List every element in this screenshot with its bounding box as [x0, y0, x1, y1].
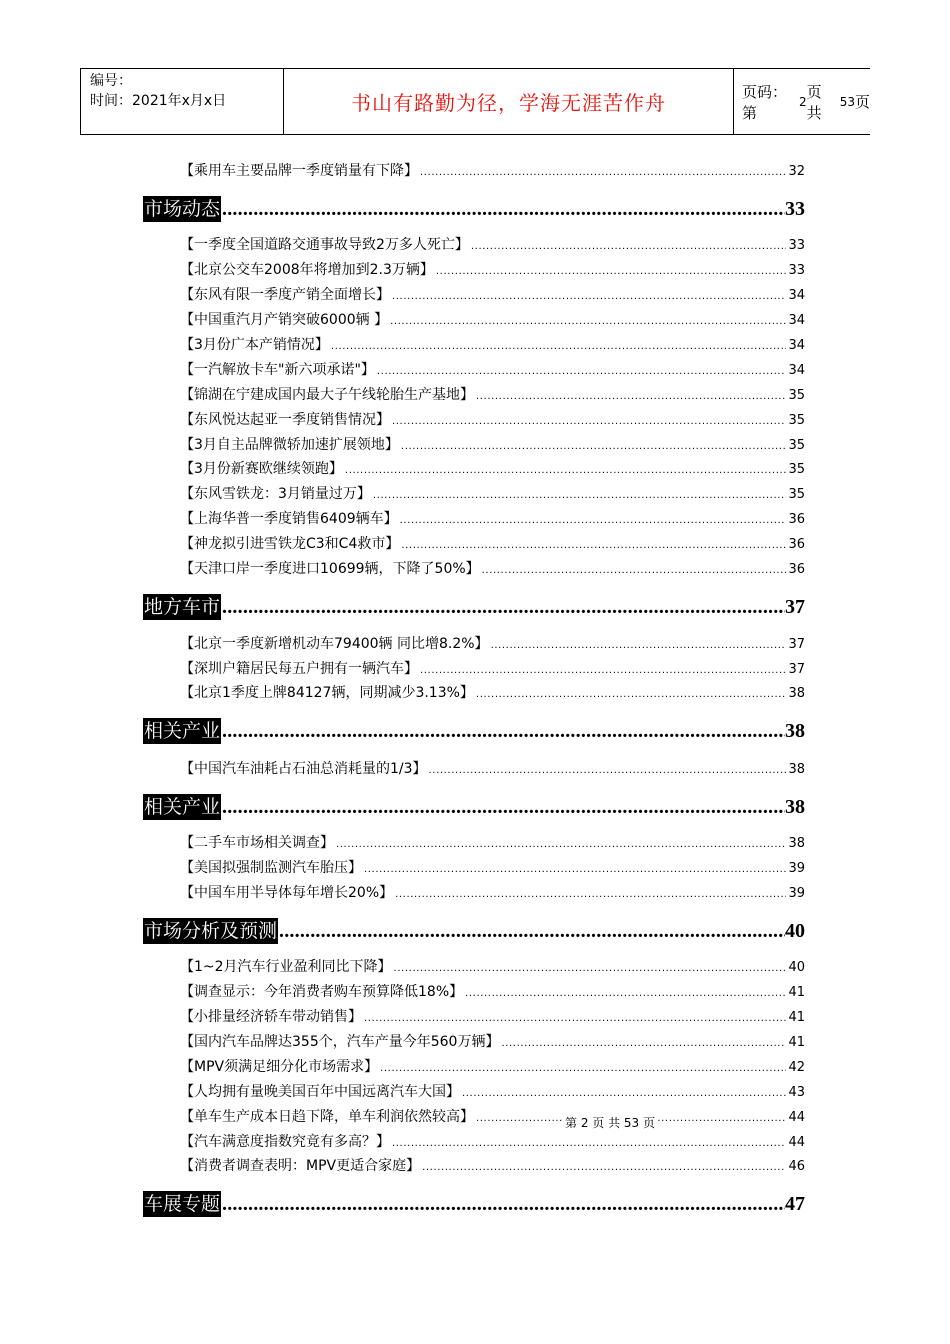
toc-leader-dots	[422, 1162, 786, 1173]
toc-entry-title: 【调查显示：今年消费者购车预算降低18%】	[180, 984, 464, 1000]
toc-leader-dots	[331, 341, 787, 352]
toc-entry-title: 【神龙拟引进雪铁龙C3和C4救市】	[180, 536, 400, 552]
toc-entry-row[interactable]	[180, 160, 805, 180]
toc-leader-dots	[465, 988, 786, 999]
toc-entry-title: 【中国车用半导体每年增长20%】	[180, 885, 394, 901]
toc-leader-dots	[401, 540, 786, 551]
toc-entry-title: 【二手车市场相关调查】	[180, 835, 334, 851]
toc-page-number: 42	[788, 1060, 805, 1075]
toc-section-title: 地方车市	[144, 596, 221, 618]
toc-entry-row[interactable]	[180, 1106, 805, 1126]
toc-entry-row[interactable]	[180, 234, 805, 254]
toc-leader-dots	[222, 720, 785, 743]
number-label: 编号：	[90, 73, 132, 89]
toc-entry-row[interactable]	[180, 633, 805, 653]
toc-entry-title: 【3月份新赛欧继续领跑】	[180, 461, 343, 477]
toc-leader-dots	[336, 839, 786, 850]
toc-page-number: 40	[788, 960, 805, 975]
toc-entry-row[interactable]	[180, 1056, 805, 1076]
toc-leader-dots	[392, 416, 786, 427]
toc-entry-title: 【中国重汽月产销突破6000辆 】	[180, 312, 389, 328]
toc-leader-dots	[392, 1138, 786, 1149]
page-mid: 页 共	[806, 82, 822, 122]
toc-leader-dots	[380, 1063, 786, 1074]
toc-entry-title: 【上海华普一季度销售6409辆车】	[180, 511, 398, 527]
toc-leader-dots	[491, 640, 787, 651]
toc-page-number: 41	[788, 985, 805, 1000]
toc-leader-dots	[501, 1038, 786, 1049]
toc-entry-title: 【北京1季度上牌84127辆，同期减少3.13%】	[180, 685, 474, 701]
toc-entry-title: 【东风有限一季度产销全面增长】	[180, 287, 390, 303]
motto-text: 书山有路勤为径，学海无涯苦作舟	[351, 91, 666, 115]
toc-entry-row[interactable]	[180, 758, 805, 778]
toc-page-number: 40	[785, 920, 805, 942]
toc-leader-dots	[471, 241, 787, 252]
toc-entry-row[interactable]	[180, 409, 805, 429]
toc-entry-title: 【汽车满意度指数究竟有多高？】	[180, 1134, 390, 1150]
toc-section-title: 车展专题	[144, 1193, 221, 1215]
page-prefix: 页码：第	[742, 82, 788, 122]
toc-leader-dots	[482, 565, 787, 576]
toc-entry-row[interactable]	[180, 434, 805, 454]
toc-leader-dots	[401, 441, 787, 452]
toc-leader-dots	[392, 291, 786, 302]
toc-entry-row[interactable]	[180, 658, 805, 678]
toc-entry-title: 【东风雪铁龙：3月销量过万】	[180, 486, 371, 502]
toc-page-number: 41	[788, 1035, 805, 1050]
toc-entry-row[interactable]	[180, 483, 805, 503]
toc-entry-row[interactable]	[180, 359, 805, 379]
toc-page-number: 41	[788, 1010, 805, 1025]
toc-leader-dots	[420, 665, 786, 676]
toc-entry-title: 【中国汽车油耗占石油总消耗量的1/3】	[180, 761, 427, 777]
toc-entry-row[interactable]	[180, 1006, 805, 1026]
toc-entry-row[interactable]	[180, 558, 805, 578]
toc-page-number: 35	[788, 438, 805, 453]
toc-page-number: 36	[788, 537, 805, 552]
toc-entry-row[interactable]	[180, 1081, 805, 1101]
page-header	[80, 68, 870, 135]
toc-section-row[interactable]	[143, 794, 805, 822]
toc-page-number: 46	[788, 1159, 805, 1174]
toc-entry-title: 【3月份广本产销情况】	[180, 337, 329, 353]
toc-page-number: 35	[788, 388, 805, 403]
toc-entry-row[interactable]	[180, 882, 805, 902]
toc-leader-dots	[390, 316, 786, 327]
toc-section-title: 相关产业	[144, 720, 221, 742]
toc-leader-dots	[364, 1013, 786, 1024]
toc-section-title: 相关产业	[144, 796, 221, 818]
toc-page-number: 36	[788, 562, 805, 577]
toc-entry-row[interactable]	[180, 1131, 805, 1151]
toc-entry-title: 【一季度全国道路交通事故导致2万多人死亡】	[180, 237, 469, 253]
toc-entry-title: 【北京一季度新增机动车79400辆 同比增8.2%】	[180, 636, 489, 652]
toc-page-number: 32	[788, 164, 805, 179]
toc-page-number: 38	[785, 796, 805, 818]
toc-entry-title: 【3月自主品牌微轿加速扩展领地】	[180, 437, 399, 453]
toc-entry-row[interactable]	[180, 309, 805, 329]
toc-entry-title: 【北京公交车2008年将增加到2.3万辆】	[180, 262, 434, 278]
toc-entry-row[interactable]	[180, 682, 805, 702]
toc-leader-dots	[222, 796, 785, 819]
toc-leader-dots	[364, 864, 786, 875]
toc-leader-dots	[420, 167, 786, 178]
toc-entry-row[interactable]	[180, 334, 805, 354]
toc-page-number: 35	[788, 462, 805, 477]
time-label: 时间：2021年x月x日	[90, 93, 227, 109]
toc-entry-title: 【一汽解放卡车"新六项承诺"】	[180, 362, 375, 378]
toc-page-number: 34	[788, 338, 805, 353]
toc-section-row[interactable]	[143, 918, 805, 946]
toc-entry-title: 【小排量经济轿车带动销售】	[180, 1009, 362, 1025]
toc-section-title: 市场动态	[144, 198, 221, 220]
toc-page-number: 39	[788, 861, 805, 876]
toc-entry-row[interactable]	[180, 508, 805, 528]
toc-leader-dots	[345, 465, 787, 476]
toc-entry-title: 【美国拟强制监测汽车胎压】	[180, 860, 362, 876]
toc-leader-dots	[476, 391, 786, 402]
toc-entry-row[interactable]	[180, 956, 805, 976]
toc-entry-title: 【深圳户籍居民每五户拥有一辆汽车】	[180, 661, 418, 677]
toc-entry-row[interactable]	[180, 857, 805, 877]
toc-page-number: 33	[785, 198, 805, 220]
toc-section-row[interactable]	[143, 1191, 805, 1219]
toc-leader-dots	[279, 920, 785, 943]
page-footer-mark: 第 2 页 共 53 页	[565, 1116, 655, 1130]
toc-entry-title: 【东风悦达起亚一季度销售情况】	[180, 412, 390, 428]
toc-leader-dots	[462, 1088, 786, 1099]
toc-entry-title: 【MPV须满足细分化市场需求】	[180, 1059, 379, 1075]
toc-page-number: 38	[785, 720, 805, 742]
page-suffix: 页	[854, 93, 870, 111]
toc-page-number: 44	[788, 1110, 805, 1125]
toc-entry-title: 【天津口岸一季度进口10699辆，下降了50%】	[180, 561, 480, 577]
toc-page-number: 38	[788, 686, 805, 701]
motto-cell	[283, 68, 734, 135]
toc-page-number: 36	[788, 512, 805, 527]
toc-entry-row[interactable]	[180, 259, 805, 279]
toc-entry-row[interactable]	[180, 981, 805, 1001]
toc-entry-row[interactable]	[180, 384, 805, 404]
toc-page-number: 43	[788, 1085, 805, 1100]
toc-leader-dots	[429, 765, 787, 776]
toc-leader-dots	[395, 889, 786, 900]
toc-leader-dots	[377, 366, 787, 377]
toc-page-number: 38	[788, 836, 805, 851]
toc-entry-title: 【锦湖在宁建成国内最大子午线轮胎生产基地】	[180, 387, 474, 403]
page-info-cell	[734, 68, 870, 135]
toc-page-number: 33	[788, 263, 805, 278]
toc-leader-dots	[373, 490, 787, 501]
toc-leader-dots	[476, 689, 787, 700]
toc-leader-dots	[400, 515, 787, 526]
toc-entry-row[interactable]	[180, 458, 805, 478]
toc-page-number: 35	[788, 487, 805, 502]
toc-leader-dots	[222, 198, 785, 221]
toc-page-number: 35	[788, 413, 805, 428]
page-current: 2	[799, 94, 807, 109]
toc-entry-title: 【消费者调查表明：MPV更适合家庭】	[180, 1158, 421, 1174]
toc-page-number: 37	[788, 637, 805, 652]
toc-section-row[interactable]	[143, 594, 805, 622]
page-total: 53	[839, 94, 855, 109]
header-meta-cell	[80, 68, 283, 135]
toc-leader-dots	[222, 596, 785, 619]
toc-entry-row[interactable]	[180, 1031, 805, 1051]
toc-entry-row[interactable]	[180, 1155, 805, 1175]
toc-page-number: 38	[788, 762, 805, 777]
toc-leader-dots	[394, 963, 787, 974]
toc-entry-title: 【1~2月汽车行业盈利同比下降】	[180, 959, 392, 975]
toc-page-number: 44	[788, 1135, 805, 1150]
toc-entry-title: 【乘用车主要品牌一季度销量有下降】	[180, 163, 418, 179]
toc-leader-dots	[222, 1193, 785, 1216]
toc-entry-title: 【单车生产成本日趋下降，单车利润依然较高】	[180, 1109, 474, 1125]
toc-entry-title: 【国内汽车品牌达355个，汽车产量今年560万辆】	[180, 1034, 500, 1050]
toc-entry-title: 【人均拥有量晚美国百年中国远离汽车大国】	[180, 1084, 460, 1100]
toc-page-number: 37	[785, 596, 805, 618]
toc-page-number: 47	[785, 1193, 805, 1215]
toc-page-number: 34	[788, 313, 805, 328]
toc-section-row[interactable]	[143, 718, 805, 746]
toc-page-number: 33	[788, 238, 805, 253]
toc-entry-row[interactable]	[180, 533, 805, 553]
toc-section-title: 市场分析及预测	[144, 920, 278, 942]
toc-section-row[interactable]	[143, 196, 805, 224]
toc-leader-dots	[436, 266, 787, 277]
toc-page-number: 39	[788, 886, 805, 901]
toc-page-number: 34	[788, 363, 805, 378]
toc-entry-row[interactable]	[180, 284, 805, 304]
toc-page-number: 34	[788, 288, 805, 303]
toc-entry-row[interactable]	[180, 832, 805, 852]
toc-page-number: 37	[788, 662, 805, 677]
